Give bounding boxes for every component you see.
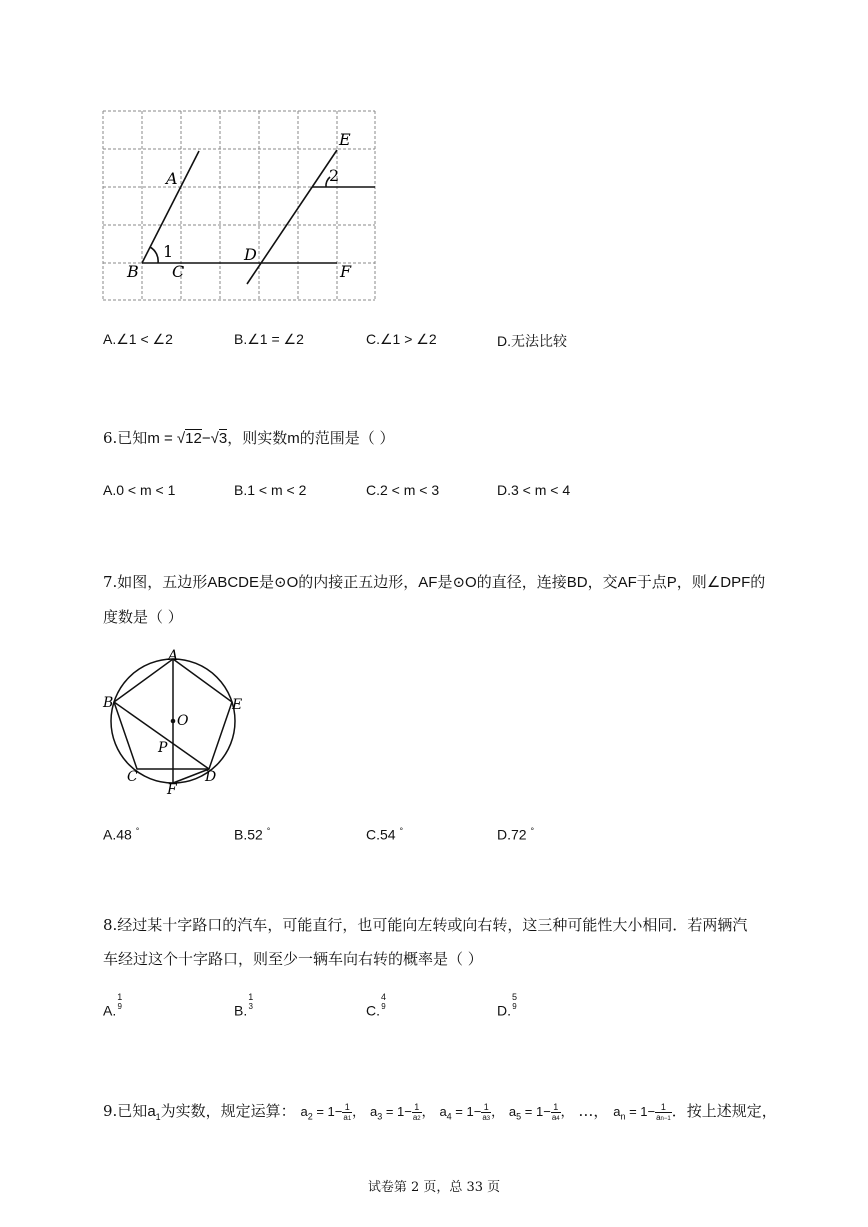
label-D: D — [205, 769, 217, 785]
label-E: E — [339, 130, 351, 149]
q7-text: AF — [617, 574, 637, 591]
option-letter: A. — [103, 331, 117, 347]
fraction-numerator: 1 — [551, 1102, 561, 1113]
term-var: a — [613, 1104, 621, 1119]
q9-term — [508, 1101, 574, 1122]
option-text: 0 < m < 1 — [116, 482, 176, 498]
label-A: A — [166, 169, 178, 188]
term-sub: 5 — [516, 1111, 522, 1122]
q7-text: ∠DPF — [706, 574, 751, 591]
page-footer: 试卷第 2 页，总 33 页 — [367, 1180, 501, 1195]
option-letter: B. — [234, 482, 248, 498]
den-var: a — [412, 1112, 418, 1122]
fraction — [380, 992, 387, 1012]
option-letter: A. — [103, 1002, 117, 1019]
term-var: a — [300, 1104, 308, 1119]
term-var: a — [369, 1104, 378, 1119]
den-var: a — [343, 1112, 348, 1122]
den-var: a — [656, 1112, 661, 1122]
term-sub: 3 — [377, 1111, 383, 1122]
fraction — [481, 1102, 491, 1124]
q7-option-d[interactable] — [497, 826, 534, 843]
q6-var: m — [147, 430, 160, 447]
term-sub: 4 — [446, 1111, 452, 1122]
option-letter: D. — [497, 482, 511, 498]
option-letter: C. — [366, 331, 380, 347]
option-letter: A. — [103, 482, 117, 498]
option-text: 2 < m < 3 — [380, 482, 440, 498]
option-text: 52 — [247, 826, 263, 843]
den-sub: 4 — [556, 1115, 560, 1122]
label-F: F — [167, 782, 177, 796]
q7-text: ，交 — [587, 573, 618, 591]
label-angle1: 1 — [163, 242, 174, 261]
fraction-numerator: 1 — [248, 992, 254, 1002]
fraction-numerator: 1 — [412, 1102, 422, 1113]
label-F: F — [340, 262, 352, 281]
fraction — [511, 992, 518, 1012]
term-sep: ， — [560, 1104, 574, 1119]
q9-a1: a — [147, 1103, 156, 1120]
term-eq: = 1− — [625, 1104, 656, 1119]
fraction-numerator: 5 — [512, 992, 518, 1002]
option-text: 54 — [380, 826, 396, 843]
option-text: ∠1 > ∠2 — [380, 331, 437, 347]
q9-a1-sub: 1 — [155, 1112, 161, 1122]
label-A: A — [168, 648, 179, 664]
q6-option-b[interactable] — [234, 482, 306, 498]
q8-option-c[interactable] — [366, 992, 387, 1019]
q9-mid: 为实数，规定运算： — [160, 1102, 296, 1120]
q6-var2: m — [287, 430, 300, 447]
term-sep: ， — [491, 1104, 505, 1119]
degree-icon: ° — [135, 826, 140, 836]
option-text: 无法比较 — [511, 333, 567, 349]
term-sub: n — [620, 1111, 626, 1122]
den-sub: n−1 — [660, 1115, 671, 1122]
q7-stem-line1 — [103, 572, 765, 593]
q6-stem — [103, 428, 394, 449]
q7-text: 7.如图，五边形 — [103, 573, 208, 591]
den-var: a — [482, 1112, 487, 1122]
q9-stem — [103, 1101, 777, 1127]
fraction — [247, 992, 254, 1012]
den-sub: 1 — [347, 1115, 352, 1122]
label-P: P — [158, 740, 168, 756]
q8-option-d[interactable] — [497, 992, 518, 1019]
degree-icon: ° — [399, 826, 404, 836]
option-text: 72 — [511, 826, 527, 843]
q7-text: 是 — [437, 573, 453, 591]
term-var: a — [439, 1104, 447, 1119]
den-var: a — [551, 1112, 557, 1122]
circle-dot-icon: ⊙ — [452, 573, 466, 591]
q5-option-c[interactable] — [366, 331, 437, 348]
fraction — [551, 1102, 561, 1124]
q8-option-a[interactable] — [103, 992, 123, 1019]
fraction-denominator: 3 — [248, 1002, 253, 1011]
q7-text: AF — [418, 574, 438, 591]
q9-ellipsis: …， — [578, 1102, 609, 1120]
fraction — [412, 1102, 422, 1124]
q7-text: ，则 — [676, 573, 707, 591]
term-eq: = 1− — [312, 1104, 343, 1119]
label-O: O — [177, 713, 189, 729]
degree-icon: ° — [530, 826, 535, 836]
q9-term — [300, 1101, 366, 1122]
option-letter: B. — [234, 826, 248, 843]
sqrt-icon: √ — [210, 430, 219, 447]
option-letter: D. — [497, 1002, 511, 1019]
q9-prefix: 9.已知 — [103, 1102, 148, 1120]
q6-tail: 的范围是（ ） — [299, 429, 395, 447]
q7-text: 的直径，连接 — [476, 573, 567, 591]
pentagon-circle-figure — [98, 646, 258, 796]
fraction-numerator: 1 — [342, 1102, 352, 1113]
fraction — [655, 1102, 672, 1124]
q6-option-c[interactable] — [366, 482, 439, 498]
circle-dot-icon: ⊙ — [274, 573, 287, 591]
q7-text: O — [286, 574, 299, 591]
q8-stem-line1: 8.经过某十字路口的汽车，可能直行，也可能向左转或向右转，这三种可能性大小相同．若两辆汽 — [103, 916, 748, 934]
fraction — [342, 1102, 352, 1124]
q8-option-b[interactable] — [234, 992, 254, 1019]
grid-angle-figure — [100, 108, 380, 303]
term-sep: ， — [421, 1104, 435, 1119]
label-D: D — [244, 245, 257, 264]
term-var: a — [508, 1104, 517, 1119]
q7-stem-line2: 度数是（ ） — [103, 608, 183, 626]
den-sub: 2 — [417, 1115, 421, 1122]
option-letter: C. — [366, 1002, 380, 1019]
q6-eq: = — [159, 430, 177, 447]
fraction-numerator: 1 — [117, 992, 123, 1002]
q9-term-n — [613, 1101, 672, 1122]
option-text: 3 < m < 4 — [511, 482, 571, 498]
sqrt-icon: √ — [176, 430, 186, 447]
label-B: B — [127, 262, 139, 281]
term-eq: = 1− — [382, 1104, 412, 1119]
q7-text: BD — [566, 574, 588, 591]
fraction-numerator: 1 — [481, 1102, 491, 1113]
label-B: B — [103, 695, 114, 711]
option-text: ∠1 = ∠2 — [247, 331, 304, 347]
q7-option-a[interactable] — [103, 826, 139, 843]
den-sub: 3 — [486, 1115, 491, 1122]
option-letter: A. — [103, 826, 117, 843]
term-sep: ， — [352, 1104, 366, 1119]
fraction-numerator: 4 — [381, 992, 387, 1002]
option-letter: D. — [497, 826, 511, 843]
q7-option-b[interactable] — [234, 826, 270, 843]
term-eq: = 1− — [451, 1104, 482, 1119]
degree-icon: ° — [266, 826, 271, 836]
q6-radicand-1: 12 — [185, 430, 202, 447]
option-letter: B. — [234, 1002, 248, 1019]
option-text: 48 — [116, 826, 132, 843]
option-letter: C. — [366, 826, 380, 843]
term-eq: = 1− — [521, 1104, 551, 1119]
q7-option-c[interactable] — [366, 826, 403, 843]
q7-text: O — [465, 574, 477, 591]
fraction-denominator: 9 — [512, 1002, 517, 1011]
q9-term — [439, 1101, 505, 1122]
label-C: C — [127, 769, 138, 785]
term-sub: 2 — [307, 1111, 313, 1122]
q8-stem-line2: 车经过这个十字路口，则至少一辆车向右转的概率是（ ） — [103, 950, 483, 968]
fraction-numerator: 1 — [655, 1102, 672, 1113]
q7-text: 的内接正五边形， — [298, 573, 419, 591]
q9-term — [369, 1101, 435, 1122]
fraction-denominator: 9 — [117, 1002, 122, 1011]
fraction — [116, 992, 123, 1012]
q7-text: 于点 — [636, 573, 667, 591]
q7-text: 是 — [259, 573, 275, 591]
label-E: E — [232, 697, 243, 713]
q5-option-d[interactable] — [497, 331, 567, 351]
q5-option-a[interactable] — [103, 331, 173, 348]
option-letter: D. — [497, 333, 511, 349]
q6-option-d[interactable] — [497, 482, 570, 498]
q6-prefix: 6.已知 — [103, 429, 148, 447]
q7-text: P — [666, 574, 677, 591]
label-C: C — [172, 262, 185, 281]
label-angle2: 2 — [329, 166, 340, 185]
q6-option-a[interactable] — [103, 482, 175, 498]
fraction-denominator: 9 — [381, 1002, 386, 1011]
option-text: ∠1 < ∠2 — [116, 331, 173, 347]
option-text: 1 < m < 2 — [247, 482, 307, 498]
q6-radicand-2: 3 — [218, 430, 228, 447]
q7-text: ABCDE — [207, 574, 259, 591]
q9-tail: ．按上述规定， — [671, 1102, 777, 1120]
option-letter: C. — [366, 482, 380, 498]
q6-minus: − — [201, 430, 211, 447]
q5-option-b[interactable] — [234, 331, 304, 348]
q6-suffix: ，则实数 — [227, 429, 288, 447]
option-letter: B. — [234, 331, 248, 347]
q7-text: 的 — [750, 573, 766, 591]
